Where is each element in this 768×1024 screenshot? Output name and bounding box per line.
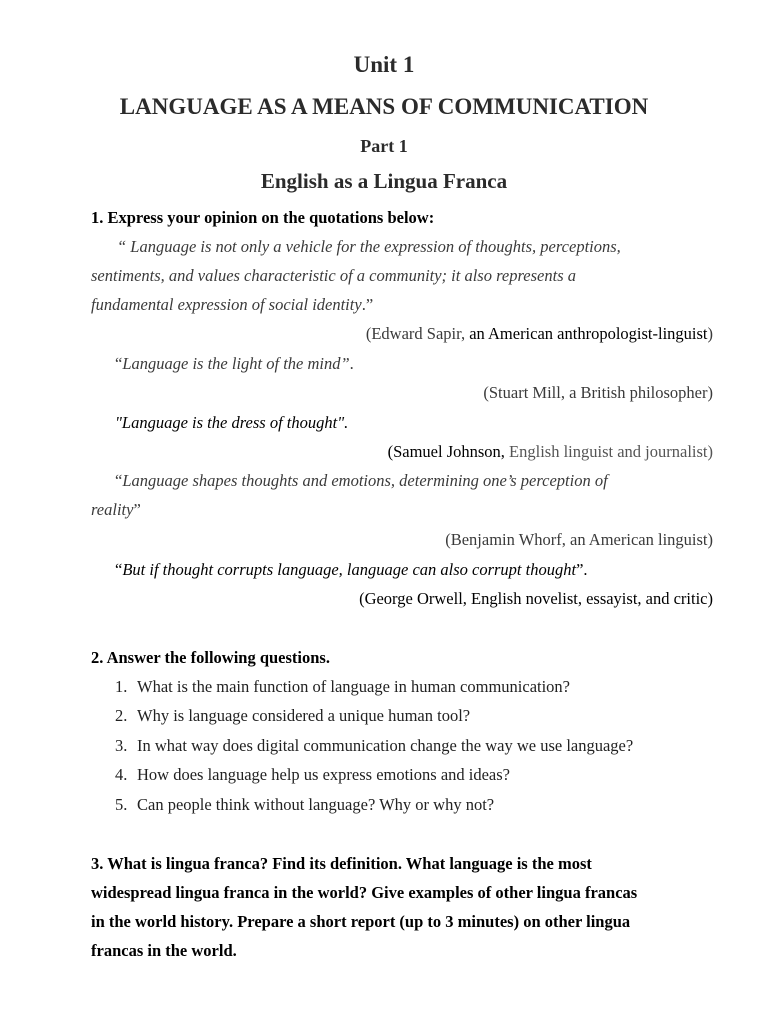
attribution-johnson-name: (Samuel Johnson, [387, 442, 510, 461]
task3-line4: francas in the world. [91, 941, 237, 960]
quote-mill-text: Language is the light of the mind” [122, 354, 350, 373]
quote-mill-end: . [349, 354, 354, 373]
list-item [115, 765, 510, 785]
quote-orwell-text: But if thought corrupts language, language can also corrupt thought [122, 560, 577, 579]
task3-line2: widespread lingua franca in the world? Give examples of other lingua francas [91, 883, 638, 902]
list-item-text: What is the main function of language in human communication? [137, 677, 571, 696]
attribution-mill: (Stuart Mill, a British philosopher) [483, 383, 713, 402]
list-item [115, 706, 470, 726]
attribution-johnson-role: English linguist and journalist) [509, 442, 713, 461]
attribution-whorf: (Benjamin Whorf, an American linguist) [445, 530, 713, 549]
list-item [115, 677, 570, 697]
attribution-sapir [366, 324, 713, 344]
attribution-orwell-name: (George Orwell, [359, 589, 472, 608]
list-item-number: 3. [115, 736, 128, 755]
quote-sapir-line3-text: fundamental expression of social identity [91, 295, 362, 314]
quote-sapir-line3-end: .” [361, 295, 374, 314]
quote-sapir-line2: sentiments, and values characteristic of a community; it also represents a [91, 266, 576, 285]
list-item-number: 5. [115, 795, 128, 814]
task3-line3: in the world history. Prepare a short report (up to 3 minutes) on other lingua [91, 912, 631, 931]
list-item-text: How does language help us express emotions and ideas? [137, 765, 510, 784]
quote-orwell-open: “ [115, 560, 123, 579]
quote-mill-open: “ [115, 354, 123, 373]
list-item-number: 4. [115, 765, 128, 784]
quote-whorf-open: “ [115, 471, 123, 490]
list-item [115, 736, 633, 756]
attribution-sapir-role: an American anthropologist-linguist [469, 324, 708, 343]
task2-heading: 2. Answer the following questions. [91, 648, 330, 667]
part-heading: Part 1 [360, 136, 408, 156]
quote-orwell-end: ”. [576, 560, 588, 579]
attribution-sapir-close: ) [707, 324, 713, 343]
page-title: LANGUAGE AS A MEANS OF COMMUNICATION [119, 94, 649, 119]
list-item [115, 795, 494, 815]
task1-heading: 1. Express your opinion on the quotations below: [91, 208, 435, 227]
list-item-text: Can people think without language? Why or why not? [137, 795, 495, 814]
quote-sapir-line3 [91, 295, 373, 315]
attribution-sapir-name: (Edward Sapir, [365, 324, 470, 343]
attribution-orwell [359, 589, 713, 609]
unit-heading: Unit 1 [353, 52, 415, 77]
section-subtitle: English as a Lingua Franca [260, 169, 508, 193]
quote-sapir-line1: “ Language is not only a vehicle for the expression of thoughts, perceptions, [117, 237, 621, 256]
quote-johnson: "Language is the dress of thought". [115, 413, 349, 432]
quote-whorf-line2 [91, 500, 141, 520]
task3-line1: 3. What is lingua franca? Find its definition. What language is the most [91, 854, 592, 873]
attribution-johnson [388, 442, 713, 462]
quote-whorf-line1 [115, 471, 608, 491]
list-item-text: In what way does digital communication change the way we use language? [137, 736, 634, 755]
quote-whorf-text: Language shapes thoughts and emotions, determining one’s perception of [122, 471, 608, 490]
quote-mill [115, 354, 354, 374]
attribution-orwell-role: English novelist, essayist, and critic) [471, 589, 713, 608]
list-item-number: 2. [115, 706, 128, 725]
quote-whorf-text2: reality [91, 500, 134, 519]
list-item-number: 1. [115, 677, 128, 696]
quote-orwell [115, 560, 588, 580]
list-item-text: Why is language considered a unique human tool? [137, 706, 471, 725]
quote-whorf-end: ” [133, 500, 141, 519]
